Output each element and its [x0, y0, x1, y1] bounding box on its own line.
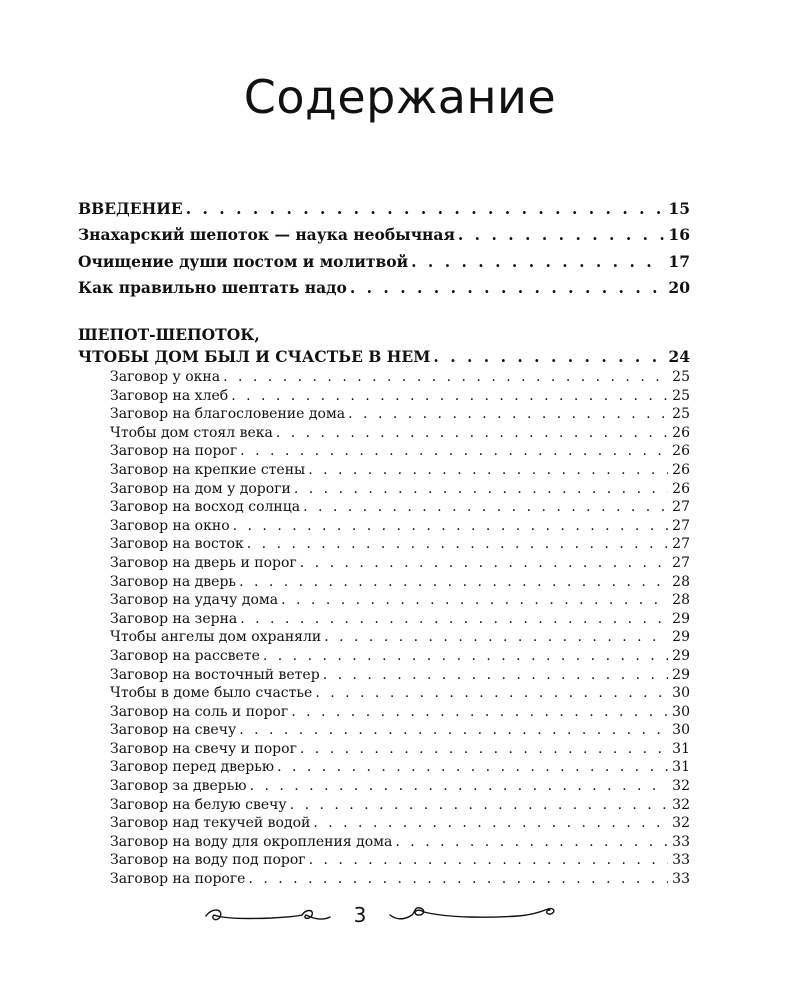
- toc-subentry: [78, 535, 690, 554]
- toc-subentry: [78, 758, 690, 777]
- dot-leader: [323, 666, 668, 685]
- toc-subentry-label: Заговор у окна: [110, 369, 221, 385]
- dot-leader: [315, 684, 668, 703]
- dot-leader: [324, 628, 668, 647]
- page-title: Содержание: [243, 70, 557, 124]
- toc-subentry: [78, 610, 690, 629]
- toc-subentry-page: 29: [672, 629, 690, 646]
- toc-subentry-label: Заговор на дверь и порог: [110, 554, 297, 571]
- toc-subentry-label: Заговор на порог: [110, 443, 238, 460]
- dot-leader: [313, 814, 668, 833]
- toc-subentry-label: Чтобы ангелы дом охраняли: [110, 629, 322, 646]
- dot-leader: [411, 249, 664, 275]
- dot-leader: [239, 573, 668, 592]
- toc-entry: [78, 222, 690, 248]
- toc-subentry-page: 28: [672, 573, 690, 590]
- toc-subentry-label: Заговор на воду под порог: [110, 852, 306, 869]
- section-heading-line: [78, 346, 690, 368]
- dot-leader: [233, 517, 669, 536]
- toc-entry-page: 20: [668, 277, 690, 297]
- toc-section: [78, 324, 690, 889]
- toc-subentry-page: 25: [672, 406, 690, 423]
- section-heading-text: ШЕПОТ-ШЕПОТОК,: [78, 325, 260, 344]
- toc-subentry: [78, 721, 690, 740]
- toc-subentry-page: 33: [672, 833, 690, 850]
- toc-subentry-page: 30: [672, 685, 690, 702]
- toc-subentry: [78, 833, 690, 852]
- toc-subentry-label: Заговор на восточный ветер: [110, 666, 320, 683]
- toc-subentry-label: Заговор на свечу и порог: [110, 740, 297, 757]
- dot-leader: [240, 442, 668, 461]
- toc-subentry: [78, 554, 690, 573]
- toc-subentry-page: 27: [672, 517, 690, 534]
- toc-subentry: [78, 591, 690, 610]
- toc-subentry-page: 33: [672, 871, 690, 888]
- dot-leader: [277, 758, 668, 777]
- toc-subentry-page: 27: [672, 536, 690, 553]
- toc-subentry: [78, 405, 690, 424]
- toc-subentry-label: Чтобы дом стоял века: [110, 424, 273, 441]
- section-heading-text: ЧТОБЫ ДОМ БЫЛ И СЧАСТЬЕ В НЕМ: [78, 347, 431, 366]
- dot-leader: [276, 424, 668, 443]
- toc-subentry-label: Заговор на белую свечу: [110, 796, 287, 813]
- toc-subentry-label: Заговор на крепкие стены: [110, 461, 306, 478]
- toc-subentry: [78, 480, 690, 499]
- toc-subentry-label: Заговор на благословение дома: [110, 406, 346, 423]
- dot-leader: [231, 387, 668, 406]
- toc-subentry: [78, 684, 690, 703]
- dot-leader: [458, 222, 665, 248]
- toc-subentry: [78, 647, 690, 666]
- toc-subentry: [78, 424, 690, 443]
- toc-subentry-label: Заговор на дом у дороги: [110, 480, 291, 497]
- toc-intro-list: [78, 196, 690, 301]
- toc-subentry-page: 33: [672, 852, 690, 869]
- toc-subentry-page: 27: [672, 554, 690, 571]
- toc-subentry-label: Заговор на удачу дома: [110, 592, 279, 609]
- dot-leader: [240, 610, 668, 629]
- toc-subentry-label: Заговор на окно: [110, 517, 230, 534]
- toc-entry-page: 15: [668, 199, 690, 218]
- toc-subentry-page: 26: [672, 480, 690, 497]
- toc-subentry-page: 30: [672, 722, 690, 739]
- toc-entry-label: ВВЕДЕНИЕ: [78, 199, 183, 218]
- toc-subentry-label: Чтобы в доме было счастье: [110, 685, 313, 702]
- toc-subentry-label: Заговор на рассвете: [110, 647, 260, 664]
- toc-subentry-page: 30: [672, 703, 690, 720]
- toc-subentry-page: 29: [672, 647, 690, 664]
- toc-subentry: [78, 517, 690, 536]
- toc-subentry-page: 31: [672, 740, 690, 757]
- dot-leader: [308, 461, 668, 480]
- left-swirl-ornament-icon: [202, 903, 332, 927]
- toc-subentry-label: Заговор перед дверью: [110, 759, 275, 776]
- toc-subentry: [78, 666, 690, 685]
- toc-entry: [78, 249, 690, 275]
- dot-leader: [309, 851, 669, 870]
- toc-entry: [78, 275, 690, 301]
- toc-sublist: [78, 368, 690, 889]
- dot-leader: [303, 498, 668, 517]
- toc-subentry-page: 26: [672, 461, 690, 478]
- toc-subentry-page: 32: [672, 796, 690, 813]
- toc-subentry: [78, 814, 690, 833]
- toc-entry-label: Очищение души постом и молитвой: [78, 251, 409, 271]
- dot-leader: [348, 405, 668, 424]
- toc-subentry-page: 31: [672, 759, 690, 776]
- dot-leader: [263, 647, 668, 666]
- right-swirl-ornament-icon: [388, 903, 558, 927]
- toc-subentry-label: Заговор над текучей водой: [110, 815, 311, 832]
- dot-leader: [281, 591, 668, 610]
- toc-entry-label: Знахарский шепоток — наука необычная: [78, 225, 455, 245]
- toc-subentry-page: 32: [672, 815, 690, 832]
- dot-leader: [300, 740, 668, 759]
- toc-subentry: [78, 442, 690, 461]
- toc-subentry: [78, 777, 690, 796]
- toc-subentry-page: 26: [672, 424, 690, 441]
- toc-subentry-label: Заговор на пороге: [110, 871, 246, 888]
- toc-subentry: [78, 461, 690, 480]
- page-number: 3: [353, 903, 367, 927]
- toc-entry-page: 17: [668, 251, 690, 271]
- toc-subentry-label: Заговор на зерна: [110, 610, 238, 627]
- dot-leader: [250, 777, 669, 796]
- toc-subentry-page: 26: [672, 443, 690, 460]
- toc-subentry-label: Заговор на дверь: [110, 573, 237, 590]
- page-footer: [170, 895, 590, 935]
- toc-subentry-label: Заговор за дверью: [110, 778, 247, 795]
- dot-leader: [350, 275, 665, 301]
- dot-leader: [223, 368, 668, 387]
- toc-subentry: [78, 703, 690, 722]
- toc-entry: [78, 196, 690, 222]
- toc-subentry: [78, 573, 690, 592]
- dot-leader: [239, 721, 668, 740]
- toc-subentry: [78, 796, 690, 815]
- section-heading-page: 24: [668, 347, 690, 366]
- dot-leader: [186, 196, 665, 222]
- toc-subentry: [78, 870, 690, 889]
- dot-leader: [395, 833, 668, 852]
- toc-subentry-label: Заговор на восход солнца: [110, 499, 301, 516]
- toc-subentry-label: Заговор на восток: [110, 536, 244, 553]
- dot-leader: [290, 796, 669, 815]
- toc-subentry: [78, 368, 690, 387]
- toc-entry-label: Как правильно шептать надо: [78, 277, 347, 297]
- dot-leader: [433, 346, 664, 368]
- toc-subentry-page: 27: [672, 499, 690, 516]
- toc-subentry: [78, 740, 690, 759]
- dot-leader: [248, 870, 668, 889]
- toc-subentry-page: 25: [672, 387, 690, 404]
- dot-leader: [300, 554, 668, 573]
- toc-subentry-label: Заговор на соль и порог: [110, 703, 289, 720]
- toc-subentry-label: Заговор на хлеб: [110, 387, 229, 404]
- toc-subentry: [78, 498, 690, 517]
- toc-entry-page: 16: [668, 225, 690, 245]
- toc-subentry-page: 28: [672, 592, 690, 609]
- toc-subentry: [78, 628, 690, 647]
- toc-subentry-label: Заговор на воду для окропления дома: [110, 833, 393, 850]
- toc-subentry: [78, 387, 690, 406]
- toc-subentry-label: Заговор на свечу: [110, 722, 237, 739]
- toc-subentry-page: 32: [672, 778, 690, 795]
- toc-subentry-page: 25: [672, 369, 690, 385]
- toc-subentry: [78, 851, 690, 870]
- dot-leader: [291, 703, 668, 722]
- section-heading-line: [78, 324, 690, 346]
- toc-subentry-page: 29: [672, 666, 690, 683]
- dot-leader: [247, 535, 668, 554]
- toc-subentry-page: 29: [672, 610, 690, 627]
- dot-leader: [294, 480, 668, 499]
